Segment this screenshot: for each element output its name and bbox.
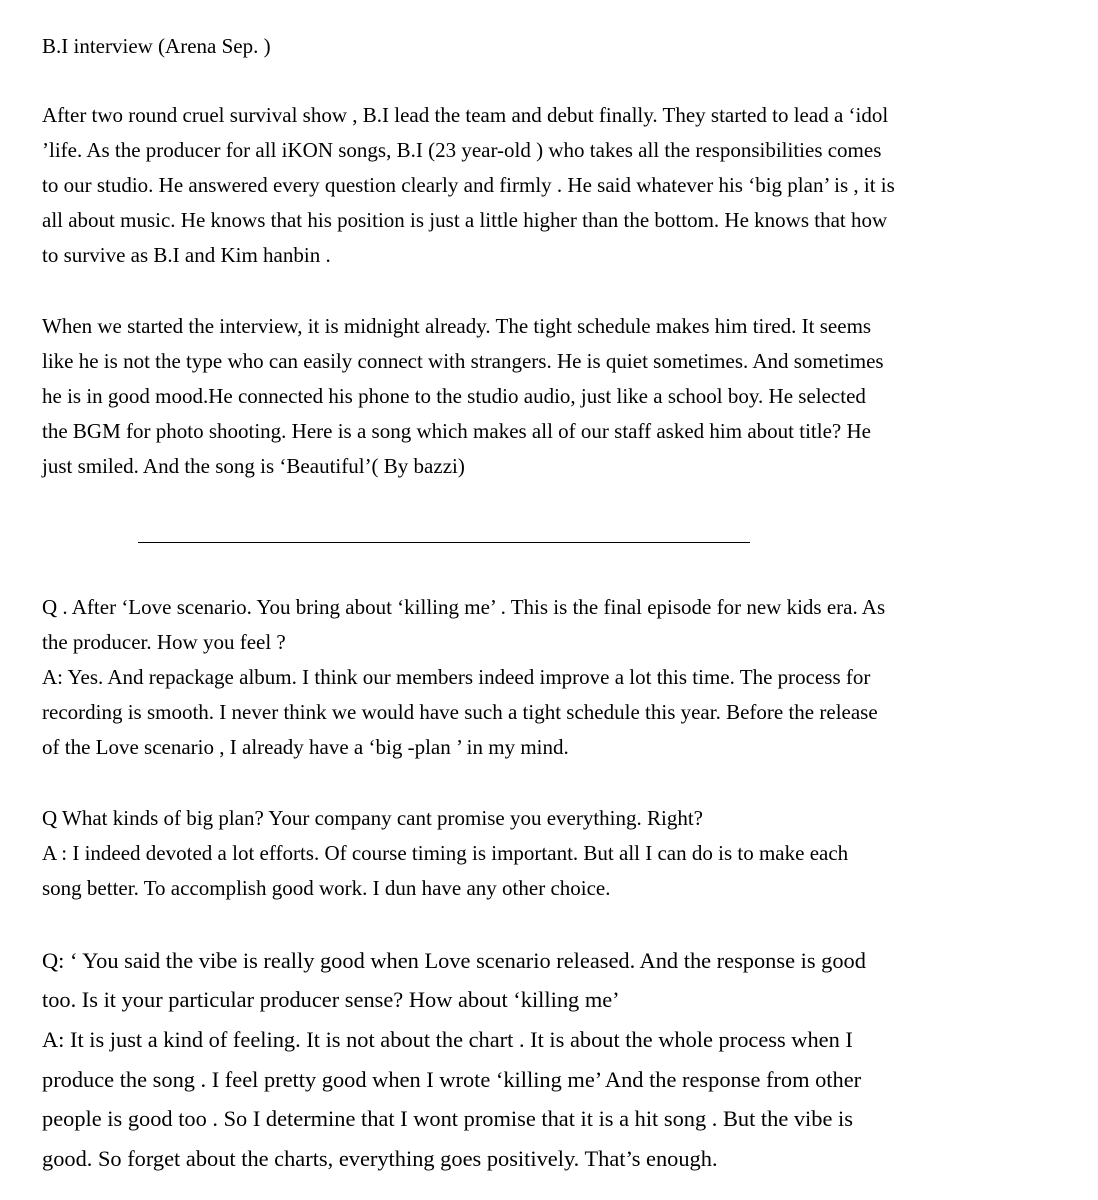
answer-line: recording is smooth. I never think we would have such a tight schedule this year. Before the release xyxy=(42,700,878,724)
question-line: Q What kinds of big plan? Your company cant promise you everything. Right? xyxy=(42,806,704,830)
question-line: Q: ‘ You said the vibe is really good when Love scenario released. And the response is good xyxy=(42,948,866,973)
answer-line: A : I indeed devoted a lot efforts. Of course timing is important. But all I can do is to make each xyxy=(42,841,849,865)
intro-line: to survive as B.I and Kim hanbin . xyxy=(42,243,331,267)
scene-line: just smiled. And the song is ‘Beautiful’( By bazzi) xyxy=(42,454,465,478)
section-divider xyxy=(138,542,750,543)
intro-line: ’life. As the producer for all iKON songs, B.I (23 year-old ) who takes all the responsibilities comes xyxy=(42,138,882,162)
answer-line: A: Yes. And repackage album. I think our members indeed improve a lot this time. The process for xyxy=(42,665,871,689)
scene-line: he is in good mood.He connected his phone to the studio audio, just like a school boy. He selected xyxy=(42,384,866,408)
question-line: too. Is it your particular producer sense? How about ‘killing me’ xyxy=(42,987,620,1012)
document-title: B.I interview (Arena Sep. ) xyxy=(42,34,271,58)
answer-line: song better. To accomplish good work. I dun have any other choice. xyxy=(42,876,611,900)
intro-line: all about music. He knows that his position is just a little higher than the bottom. He knows that how xyxy=(42,208,888,232)
intro-line: to our studio. He answered every question clearly and firmly . He said whatever his ‘big plan’ is , it is xyxy=(42,173,895,197)
answer-line: of the Love scenario , I already have a ‘big -plan ’ in my mind. xyxy=(42,735,569,759)
scene-line: the BGM for photo shooting. Here is a song which makes all of our staff asked him about title? He xyxy=(42,419,871,443)
answer-line: people is good too . So I determine that I wont promise that it is a hit song . But the vibe is xyxy=(42,1106,853,1131)
intro-line: After two round cruel survival show , B.I lead the team and debut finally. They started to lead a ‘idol xyxy=(42,103,889,127)
answer-line: produce the song . I feel pretty good when I wrote ‘killing me’ And the response from other xyxy=(42,1067,862,1092)
question-line: Q . After ‘Love scenario. You bring about ‘killing me’ . This is the final episode for new kids era. As xyxy=(42,595,886,619)
question-line: the producer. How you feel ? xyxy=(42,630,286,654)
answer-line: A: It is just a kind of feeling. It is not about the chart . It is about the whole process when I xyxy=(42,1027,853,1052)
scene-line: like he is not the type who can easily connect with strangers. He is quiet sometimes. And sometimes xyxy=(42,349,884,373)
scene-line: When we started the interview, it is midnight already. The tight schedule makes him tired. It seems xyxy=(42,314,872,338)
answer-line: good. So forget about the charts, everything goes positively. That’s enough. xyxy=(42,1146,718,1171)
